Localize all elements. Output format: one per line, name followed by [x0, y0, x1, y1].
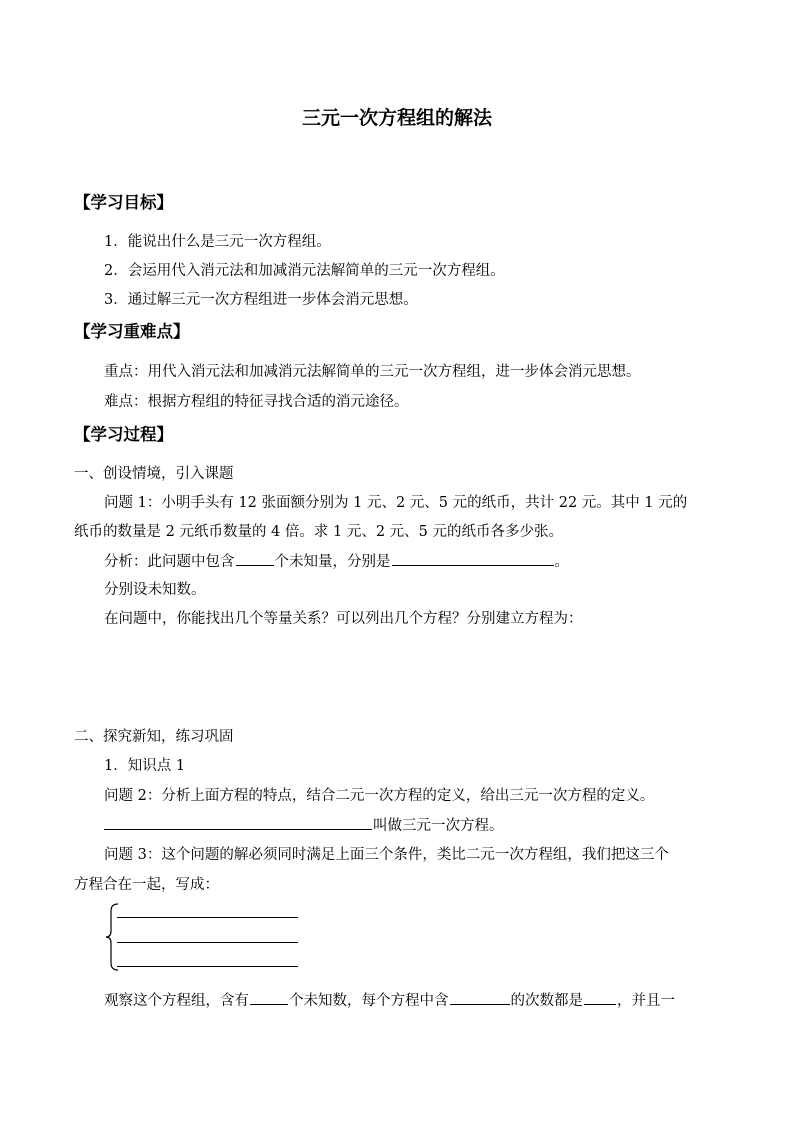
- analysis-text-b: 个未知量，分别是: [274, 554, 391, 570]
- degree-blank[interactable]: [584, 990, 616, 1005]
- unknown-count-blank[interactable]: [236, 551, 274, 566]
- definition-blank[interactable]: [104, 815, 372, 830]
- objective-item-2: 2．会运用代入消元法和加减消元法解简单的三元一次方程组。: [104, 263, 505, 279]
- observe-text-c: 的次数都是: [510, 993, 583, 1009]
- problem3-line2: 方程合在一起，写成：: [74, 877, 219, 893]
- equation-blank-3[interactable]: [117, 966, 298, 967]
- key-points-heading: 【学习重难点】: [74, 322, 190, 341]
- key-point-focus: 重点：用代入消元法和加减消元法解简单的三元一次方程组，进一步体会消元思想。: [104, 364, 641, 380]
- problem3-line1: 问题 3：这个问题的解必须同时满足上面三个条件，类比二元一次方程组，我们把这三个: [104, 847, 669, 863]
- analysis-text-a: 分析：此问题中包含: [104, 554, 235, 570]
- section2-title: 二、探究新知，练习巩固: [74, 729, 234, 745]
- page-title: 三元一次方程组的解法: [301, 107, 492, 129]
- definition-called-text: 叫做三元一次方程。: [373, 818, 504, 834]
- set-unknowns-text: 分别设未知数。: [104, 582, 206, 598]
- equation-blank-2[interactable]: [117, 942, 298, 943]
- analysis-text-c: 。: [554, 554, 569, 570]
- observe-line: [104, 990, 675, 1011]
- equation-blank-1[interactable]: [117, 917, 298, 918]
- unknowns-list-blank[interactable]: [392, 551, 554, 566]
- analysis-line: [104, 551, 569, 572]
- definition-line: [104, 815, 504, 836]
- observe-text-b: 个未知数，每个方程中含: [289, 993, 449, 1009]
- objectives-heading: 【学习目标】: [74, 193, 173, 212]
- objective-item-1: 1．能说出什么是三元一次方程组。: [104, 234, 331, 250]
- observe-text-a: 观察这个方程组，含有: [104, 993, 249, 1009]
- problem2-text: 问题 2：分析上面方程的特点，结合二元一次方程的定义，给出三元一次方程的定义。: [104, 788, 655, 804]
- equation-system-brace: [105, 903, 121, 971]
- process-heading: 【学习过程】: [74, 425, 173, 444]
- equation-question-text: 在问题中，你能找出几个等量关系？可以列出几个方程？分别建立方程为：: [104, 611, 583, 627]
- section1-title: 一、创设情境，引入课题: [74, 466, 234, 482]
- unknown-term-blank[interactable]: [450, 990, 510, 1005]
- problem1-line2: 纸币的数量是 2 元纸币数量的 4 倍。求 1 元、2 元、5 元的纸币各多少张。: [74, 524, 563, 540]
- knowledge-point-1: 1．知识点 1: [104, 758, 186, 774]
- unknown-number-blank[interactable]: [250, 990, 288, 1005]
- objective-item-3: 3．通过解三元一次方程组进一步体会消元思想。: [104, 292, 418, 308]
- problem1-line1: 问题 1：小明手头有 12 张面额分别为 1 元、2 元、5 元的纸币，共计 22 元。其中 1 元的: [104, 495, 688, 511]
- key-point-difficulty: 难点：根据方程组的特征寻找合适的消元途径。: [104, 394, 409, 410]
- observe-text-d: ，并且一: [617, 993, 675, 1009]
